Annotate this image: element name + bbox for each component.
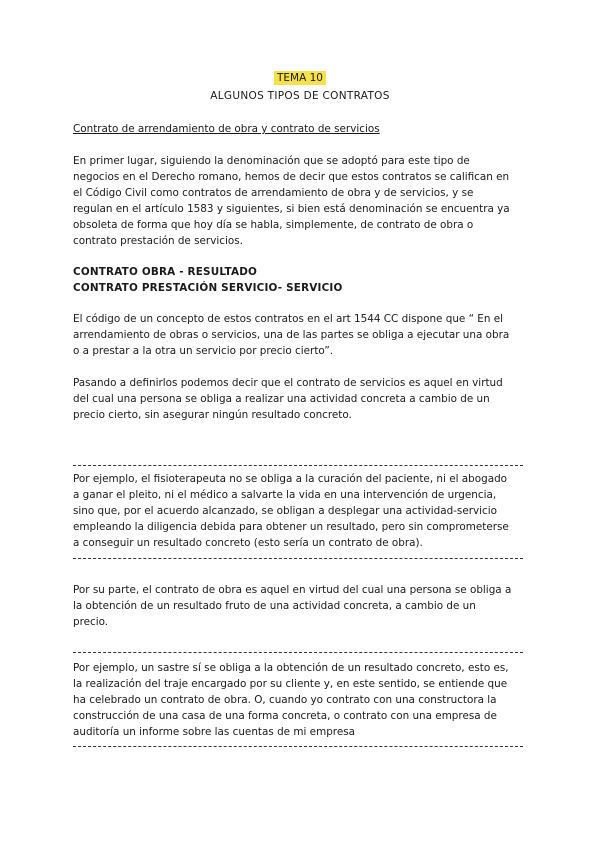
dashed-separator xyxy=(73,465,523,466)
text-line: empleando la diligencia debida para obtener un resultado, pero sin comprometerse xyxy=(73,521,509,533)
text-line: sino que, por el acuerdo alcanzado, se obligan a desplegar una actividad-servicio xyxy=(73,505,498,517)
topic-number xyxy=(0,72,600,84)
text-line: el Código Civil como contratos de arrendamiento de obra y de servicios, y se xyxy=(73,187,474,199)
bold-line-servicio: CONTRATO PRESTACIÓN SERVICIO- SERVICIO xyxy=(73,282,343,294)
text-line: a conseguir un resultado concreto (esto sería un contrato de obra). xyxy=(73,537,423,549)
servicios-example-paragraph xyxy=(73,471,533,551)
servicios-definition-paragraph xyxy=(73,375,533,423)
text-line: precio cierto, sin asegurar ningún resultado concreto. xyxy=(73,409,352,421)
text-line: del cual una persona se obliga a realizar una actividad concreta a cambio de un xyxy=(73,393,490,405)
text-line: Por ejemplo, el fisioterapeuta no se obliga a la curación del paciente, ni el abogado xyxy=(73,473,508,485)
dashed-separator xyxy=(73,746,523,747)
text-line: o a prestar a la otra un servicio por precio cierto”. xyxy=(73,345,334,357)
text-line: la realización del traje encargado por su cliente y, en este sentido, se entiende que xyxy=(73,678,508,690)
text-line: regulan en el artículo 1583 y siguientes, si bien está denominación se encuentra ya xyxy=(73,203,510,215)
codigo-paragraph xyxy=(73,311,533,359)
text-line: auditoría un informe sobre las cuentas de mi empresa xyxy=(73,726,356,738)
dashed-separator xyxy=(73,558,523,559)
text-line: Por su parte, el contrato de obra es aquel en virtud del cual una persona se obliga a xyxy=(73,584,512,596)
text-line: Pasando a definirlos podemos decir que el contrato de servicios es aquel en virtud xyxy=(73,377,503,389)
obra-definition-paragraph xyxy=(73,582,533,630)
section-heading: Contrato de arrendamiento de obra y contrato de servicios xyxy=(73,123,380,135)
text-line: negocios en el Derecho romano, hemos de decir que estos contratos se califican en xyxy=(73,171,510,183)
text-line: construcción de una casa de una forma concreta, o contrato con una empresa de xyxy=(73,710,497,722)
text-line: obsoleta de forma que hoy día se habla, simplemente, de contrato de obra o xyxy=(73,219,474,231)
obra-example-paragraph xyxy=(73,660,533,740)
text-line: El código de un concepto de estos contratos en el art 1544 CC dispone que “ En el xyxy=(73,313,504,325)
bold-line-obra: CONTRATO OBRA - RESULTADO xyxy=(73,266,258,278)
document-title: ALGUNOS TIPOS DE CONTRATOS xyxy=(210,90,390,102)
text-line: En primer lugar, siguiendo la denominación que se adoptó para este tipo de xyxy=(73,155,470,167)
intro-paragraph xyxy=(73,153,533,249)
text-line: la obtención de un resultado fruto de una actividad concreta, a cambio de un xyxy=(73,600,476,612)
text-line: Por ejemplo, un sastre sí se obliga a la obtención de un resultado concreto, esto es, xyxy=(73,662,509,674)
text-line: contrato prestación de servicios. xyxy=(73,235,243,247)
contract-types-summary xyxy=(73,264,533,296)
topic-highlight: TEMA 10 xyxy=(274,71,326,85)
text-line: precio. xyxy=(73,616,109,628)
dashed-separator xyxy=(73,652,523,653)
text-line: arrendamiento de obras o servicios, una de las partes se obliga a ejecutar una obra xyxy=(73,329,510,341)
text-line: ha celebrado un contrato de obra. O, cuando yo contrato con una constructora la xyxy=(73,694,497,706)
text-line: a ganar el pleito, ni el médico a salvarte la vida en una intervención de urgencia, xyxy=(73,489,497,501)
